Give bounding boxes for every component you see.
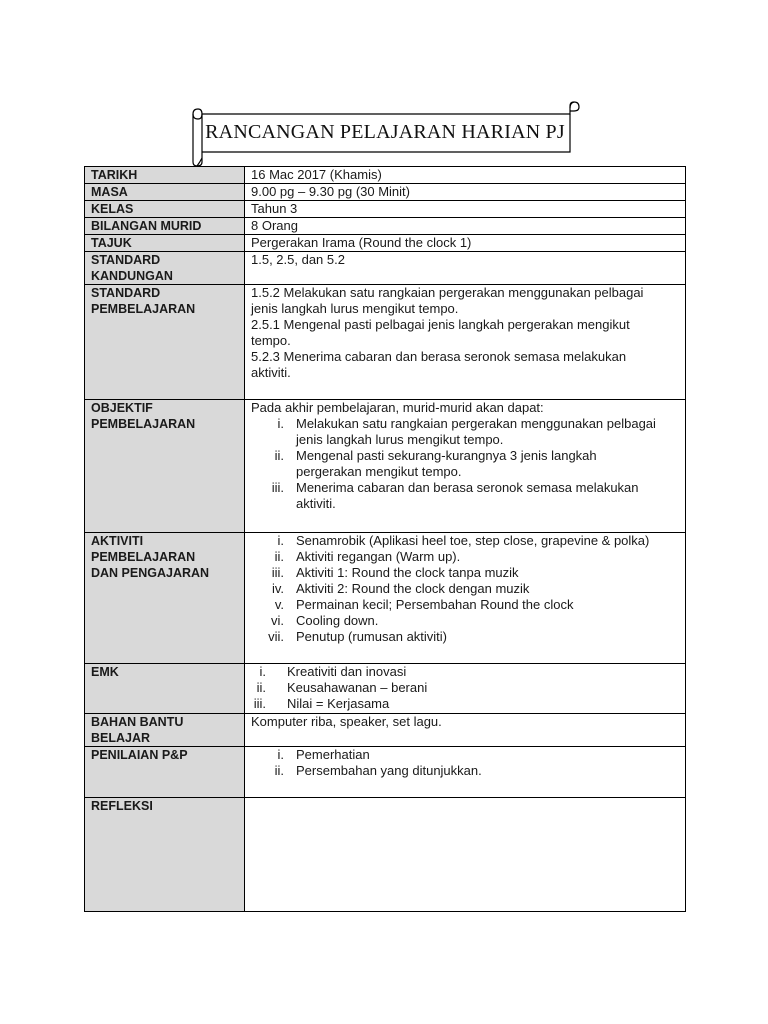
list-number: ii. bbox=[274, 549, 284, 564]
row-bilangan-murid bbox=[85, 218, 686, 235]
list-number: iii. bbox=[253, 696, 266, 711]
list-number: ii. bbox=[274, 448, 284, 463]
objektif-intro: Pada akhir pembelajaran, murid-murid akan dapat: bbox=[251, 400, 544, 415]
row-refleksi bbox=[85, 798, 686, 912]
list-item bbox=[251, 664, 679, 680]
text-line: jenis langkah lurus mengikut tempo. bbox=[296, 432, 504, 447]
label-line: BAHAN BANTU bbox=[91, 715, 184, 729]
penilaian-list bbox=[251, 747, 679, 779]
list-text: Pemerhatian bbox=[296, 747, 370, 762]
text-line: aktiviti. bbox=[296, 496, 336, 511]
list-item bbox=[251, 629, 679, 645]
value-tarikh: 16 Mac 2017 (Khamis) bbox=[245, 167, 686, 184]
row-kelas bbox=[85, 201, 686, 218]
label-line: PEMBELAJARAN bbox=[91, 417, 196, 431]
list-text: Keusahawanan – berani bbox=[287, 680, 428, 695]
row-standard-kandungan bbox=[85, 252, 686, 285]
value-penilaian bbox=[245, 747, 686, 798]
label-line: OBJEKTIF bbox=[91, 401, 153, 415]
list-item bbox=[251, 549, 679, 565]
value-masa: 9.00 pg – 9.30 pg (30 Minit) bbox=[245, 184, 686, 201]
text-line: jenis langkah lurus mengikut tempo. bbox=[251, 301, 459, 316]
list-number: v. bbox=[274, 597, 284, 612]
list-item bbox=[251, 533, 679, 549]
list-item bbox=[251, 747, 679, 763]
text-line: Melakukan satu rangkaian pergerakan menggunakan pelbagai bbox=[296, 416, 656, 431]
text-line: pergerakan mengikut tempo. bbox=[296, 464, 462, 479]
list-number: i. bbox=[277, 747, 284, 762]
row-tajuk bbox=[85, 235, 686, 252]
list-item bbox=[251, 480, 679, 512]
value-kelas: Tahun 3 bbox=[245, 201, 686, 218]
label-line: PEMBELAJARAN bbox=[91, 302, 196, 316]
text-line: Mengenal pasti sekurang-kurangnya 3 jenis langkah bbox=[296, 448, 597, 463]
list-number: vi. bbox=[271, 613, 284, 628]
list-item bbox=[251, 416, 679, 448]
list-text: Aktiviti 2: Round the clock dengan muzik bbox=[296, 581, 530, 596]
list-text: Aktiviti regangan (Warm up). bbox=[296, 549, 461, 564]
label-bahan-bantu bbox=[85, 714, 245, 747]
row-tarikh bbox=[85, 167, 686, 184]
row-emk bbox=[85, 664, 686, 714]
list-item bbox=[251, 613, 679, 629]
label-line: KANDUNGAN bbox=[91, 269, 173, 283]
text-line: tempo. bbox=[251, 333, 291, 348]
label-penilaian: PENILAIAN P&P bbox=[85, 747, 245, 798]
text-line: aktiviti. bbox=[251, 365, 291, 380]
list-number: ii. bbox=[256, 680, 266, 695]
list-number: iv. bbox=[271, 581, 284, 596]
objektif-list bbox=[251, 416, 679, 512]
row-bahan-bantu bbox=[85, 714, 686, 747]
label-bilangan-murid: BILANGAN MURID bbox=[85, 218, 245, 235]
list-number: i. bbox=[259, 664, 266, 679]
list-text: Senamrobik (Aplikasi heel toe, step close, grapevine & polka) bbox=[296, 533, 650, 548]
lesson-plan-table bbox=[84, 166, 686, 912]
aktiviti-list bbox=[251, 533, 679, 645]
row-standard-pembelajaran bbox=[85, 285, 686, 400]
list-item bbox=[251, 448, 679, 480]
list-item bbox=[251, 597, 679, 613]
list-text: Cooling down. bbox=[296, 613, 379, 628]
value-bahan-bantu: Komputer riba, speaker, set lagu. bbox=[245, 714, 686, 747]
row-masa bbox=[85, 184, 686, 201]
label-objektif bbox=[85, 400, 245, 533]
list-text: Penutup (rumusan aktiviti) bbox=[296, 629, 448, 644]
label-line: STANDARD bbox=[91, 286, 161, 300]
page-title: RANCANGAN PELAJARAN HARIAN PJ bbox=[205, 121, 565, 143]
value-refleksi[interactable] bbox=[245, 798, 686, 912]
list-number: iii. bbox=[271, 480, 284, 495]
list-item bbox=[251, 565, 679, 581]
value-tajuk: Pergerakan Irama (Round the clock 1) bbox=[245, 235, 686, 252]
value-standard-pembelajaran bbox=[245, 285, 686, 400]
text-line: Menerima cabaran dan berasa seronok semasa melakukan bbox=[296, 480, 639, 495]
list-item bbox=[251, 763, 679, 779]
label-tajuk: TAJUK bbox=[85, 235, 245, 252]
label-kelas: KELAS bbox=[85, 201, 245, 218]
value-bilangan-murid: 8 Orang bbox=[245, 218, 686, 235]
label-masa: MASA bbox=[85, 184, 245, 201]
emk-list bbox=[251, 664, 679, 712]
value-aktiviti bbox=[245, 533, 686, 664]
value-standard-kandungan: 1.5, 2.5, dan 5.2 bbox=[245, 252, 686, 285]
list-text: Permainan kecil; Persembahan Round the clock bbox=[296, 597, 574, 612]
label-tarikh: TARIKH bbox=[85, 167, 245, 184]
label-standard-kandungan bbox=[85, 252, 245, 285]
list-number: ii. bbox=[274, 763, 284, 778]
list-number: i. bbox=[277, 416, 284, 431]
value-objektif bbox=[245, 400, 686, 533]
list-item bbox=[251, 680, 679, 696]
list-text: Nilai = Kerjasama bbox=[287, 696, 390, 711]
row-aktiviti bbox=[85, 533, 686, 664]
label-standard-pembelajaran bbox=[85, 285, 245, 400]
label-line: AKTIVITI bbox=[91, 534, 144, 548]
label-emk: EMK bbox=[85, 664, 245, 714]
list-text: Kreativiti dan inovasi bbox=[287, 664, 407, 679]
list-number: iii. bbox=[271, 565, 284, 580]
list-item bbox=[251, 696, 679, 712]
label-line: PEMBELAJARAN bbox=[91, 550, 196, 564]
list-number: vii. bbox=[268, 629, 284, 644]
title-banner bbox=[190, 100, 582, 168]
label-line: DAN PENGAJARAN bbox=[91, 566, 210, 580]
text-line: 2.5.1 Mengenal pasti pelbagai jenis langkah pergerakan mengikut bbox=[251, 317, 630, 332]
list-number: i. bbox=[277, 533, 284, 548]
row-penilaian bbox=[85, 747, 686, 798]
label-line: BELAJAR bbox=[91, 731, 151, 745]
label-aktiviti bbox=[85, 533, 245, 664]
label-refleksi: REFLEKSI bbox=[85, 798, 245, 912]
text-line: 1.5.2 Melakukan satu rangkaian pergerakan menggunakan pelbagai bbox=[251, 285, 644, 300]
text-line: 5.2.3 Menerima cabaran dan berasa seronok semasa melakukan bbox=[251, 349, 627, 364]
value-emk bbox=[245, 664, 686, 714]
list-item bbox=[251, 581, 679, 597]
label-line: STANDARD bbox=[91, 253, 161, 267]
list-text: Aktiviti 1: Round the clock tanpa muzik bbox=[296, 565, 519, 580]
list-text: Persembahan yang ditunjukkan. bbox=[296, 763, 482, 778]
row-objektif bbox=[85, 400, 686, 533]
